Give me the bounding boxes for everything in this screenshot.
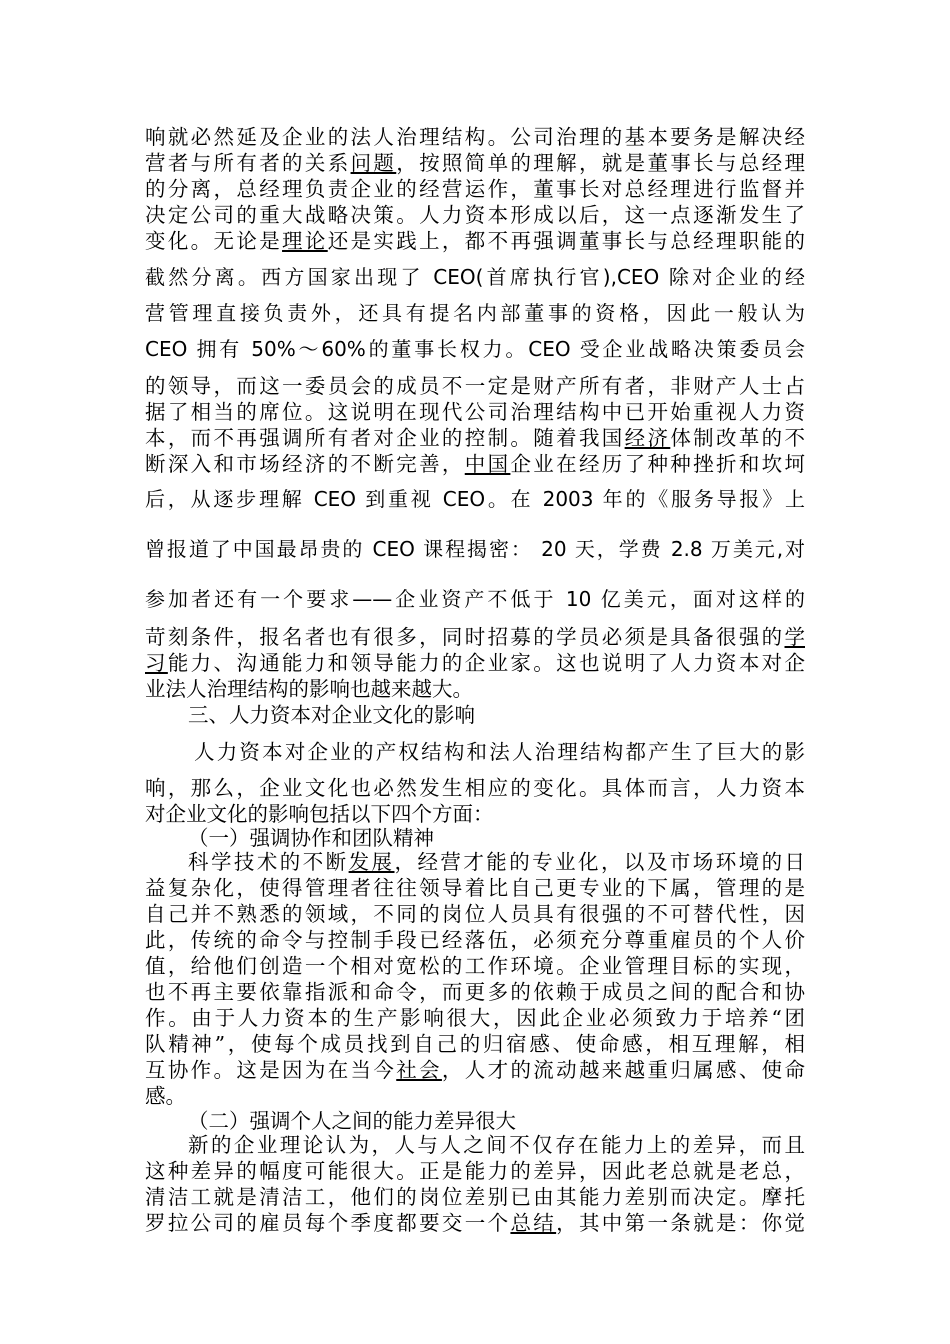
text-line: 的分离，总经理负责企业的经营运作，董事长对总经理进行监督并 <box>145 177 805 201</box>
subsection-heading: （二）强调个人之间的能力差异很大 <box>188 1109 516 1133</box>
link-xi[interactable]: 习 <box>145 651 168 675</box>
text-line: 作。由于人力资本的生产影响很大，因此企业必须致力于培养“团 <box>145 1006 805 1030</box>
section-heading: 三、人力资本对企业文化的影响 <box>188 703 475 727</box>
text-line <box>145 650 805 676</box>
text-line: 感。 <box>145 1084 186 1108</box>
text-line <box>145 228 805 254</box>
text-line: 也不再主要依靠指派和命令，而更多的依赖于成员之间的配合和协 <box>145 980 805 1004</box>
text-span: ，人才的流动越来越重归属感、使命 <box>441 1058 806 1082</box>
link-xue[interactable]: 学 <box>784 625 805 649</box>
text-span: 营者与所有者的关系 <box>145 151 351 175</box>
text-line: 参加者还有一个要求——企业资产不低于 10 亿美元，面对这样的 <box>145 587 805 611</box>
link-wenti[interactable]: 问题 <box>350 151 397 175</box>
text-line: 据了相当的席位。这说明在现代公司治理结构中已开始重视人力资 <box>145 400 805 424</box>
text-span: 本，而不再强调所有者对企业的控制。随着我国 <box>145 426 625 450</box>
text-span: 互协作。这是因为在当今 <box>145 1058 397 1082</box>
text-line: 新的企业理论认为，人与人之间不仅存在能力上的差异，而且 <box>188 1133 805 1157</box>
text-line: 曾报道了中国最昂贵的 CEO 课程揭密： 20 天，学费 2.8 万美元,对 <box>145 537 805 561</box>
text-line: 的领导，而这一委员会的成员不一定是财产所有者，非财产人士占 <box>145 374 805 398</box>
subsection-heading: （一）强调协作和团队精神 <box>188 826 434 850</box>
text-span: ，其中第一条就是：你觉 <box>556 1211 806 1235</box>
text-line <box>145 451 805 477</box>
text-span: 变化。无论是 <box>145 229 283 253</box>
text-span: ，经营才能的专业化，以及市场环境的日 <box>394 850 806 874</box>
text-line <box>145 1210 805 1236</box>
text-line: 决定公司的重大战略决策。人力资本形成以后，这一点逐渐发生了 <box>145 203 805 227</box>
text-line: 响，那么，企业文化也必然发生相应的变化。具体而言，人力资本 <box>145 776 805 800</box>
text-span: 体制改革的不 <box>670 426 806 450</box>
text-span: 还是实践上，都不再强调董事长与总经理职能的 <box>327 229 806 253</box>
text-span: ，按照简单的理解，就是董事长与总经理 <box>396 151 806 175</box>
text-line: 响就必然延及企业的法人治理结构。公司治理的基本要务是解决经 <box>145 125 805 149</box>
text-line: 值，给他们创造一个相对宽松的工作环境。企业管理目标的实现， <box>145 954 805 978</box>
link-fazhan[interactable]: 发展 <box>348 850 395 874</box>
text-span: 能力、沟通能力和领导能力的企业家。这也说明了人力资本对企 <box>167 651 806 675</box>
link-lilun[interactable]: 理论 <box>282 229 328 253</box>
link-jingji[interactable]: 经济 <box>624 426 671 450</box>
text-line: 截然分离。西方国家出现了 CEO(首席执行官),CEO 除对企业的经 <box>145 265 805 289</box>
text-line: 人力资本对企业的产权结构和法人治理结构都产生了巨大的影 <box>194 740 805 764</box>
text-line <box>145 150 805 176</box>
text-line: 此，传统的命令与控制手段已经落伍，必须充分尊重雇员的个人价 <box>145 928 805 952</box>
text-span: 科学技术的不断 <box>188 850 349 874</box>
link-zongjie[interactable]: 总结 <box>510 1211 557 1235</box>
text-line: 自己并不熟悉的领域，不同的岗位人员具有很强的不可替代性，因 <box>145 902 805 926</box>
text-line <box>145 1057 805 1083</box>
text-span: 苛刻条件，报名者也有很多，同时招募的学员必须是具备很强的 <box>145 625 785 649</box>
text-line: 营管理直接负责外，还具有提名内部董事的资格，因此一般认为 <box>145 301 805 325</box>
text-line: 清洁工就是清洁工，他们的岗位差别已由其能力差别而决定。摩托 <box>145 1185 805 1209</box>
text-span: 企业在经历了种种挫折和坎坷 <box>510 452 806 476</box>
text-line <box>145 425 805 451</box>
link-shehui[interactable]: 社会 <box>396 1058 442 1082</box>
text-line: 队精神”，使每个成员找到自己的归宿感、使命感，相互理解，相 <box>145 1032 805 1056</box>
text-line: CEO 拥有 50%～60%的董事长权力。CEO 受企业战略决策委员会 <box>145 337 805 361</box>
text-line: 后，从逐步理解 CEO 到重视 CEO。在 2003 年的《服务导报》上 <box>145 487 805 511</box>
text-line: 益复杂化，使得管理者往往领导着比自己更专业的下属，管理的是 <box>145 876 805 900</box>
text-span: 断深入和市场经济的不断完善， <box>145 452 465 476</box>
text-line: 这种差异的幅度可能很大。正是能力的差异，因此老总就是老总， <box>145 1159 805 1183</box>
text-span: 罗拉公司的雇员每个季度都要交一个 <box>145 1211 511 1235</box>
text-line <box>188 849 805 875</box>
text-line: 业法人治理结构的影响也越来越大。 <box>145 677 473 701</box>
text-line: 对企业文化的影响包括以下四个方面： <box>145 802 494 826</box>
link-zhongguo[interactable]: 中国 <box>464 452 511 476</box>
text-line <box>145 624 805 650</box>
